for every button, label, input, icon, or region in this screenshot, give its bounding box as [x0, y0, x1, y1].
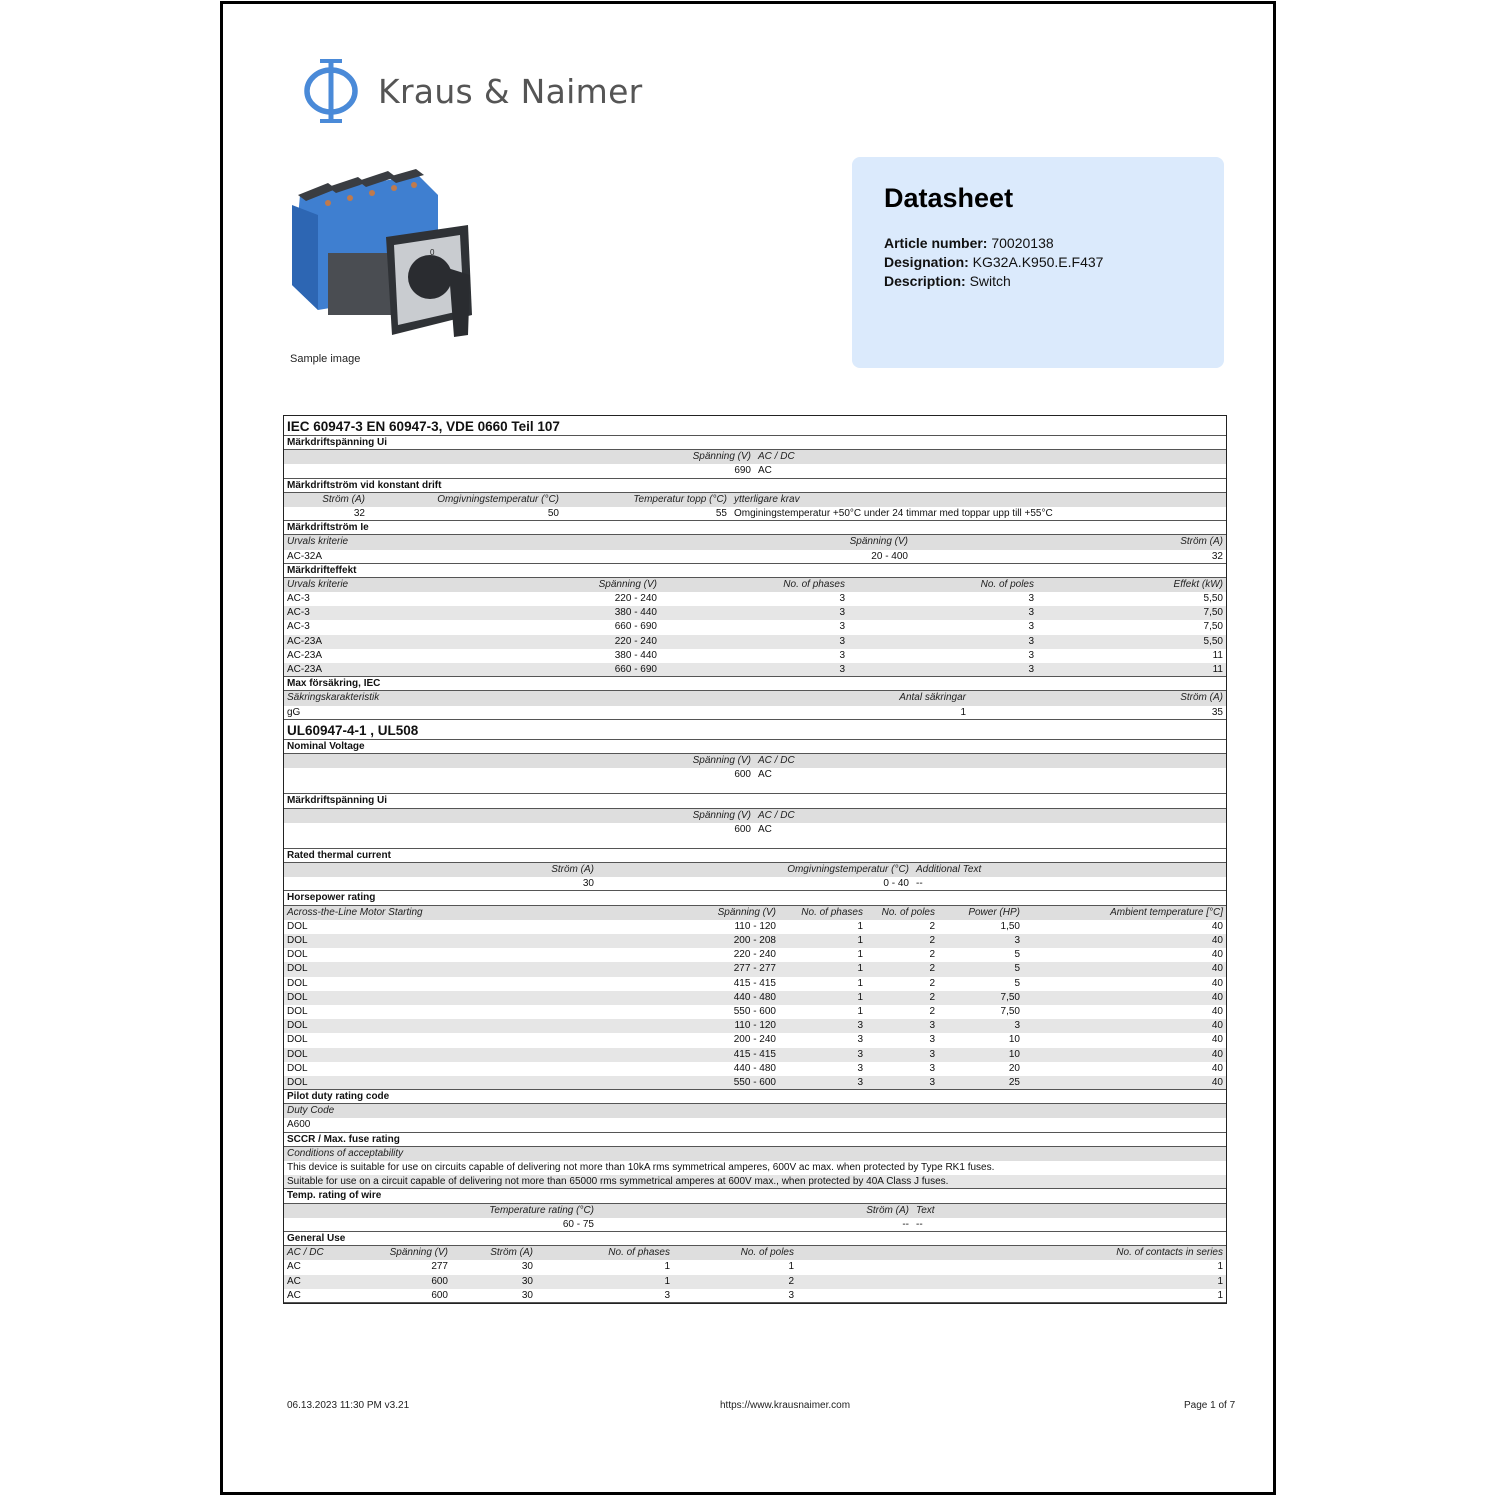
table-row: AC-3 380 - 440 3 3 7,50 — [284, 606, 1226, 620]
article-number: Article number: 70020138 — [884, 235, 1054, 251]
group-title: Märkdriftspänning Ui — [284, 436, 1226, 450]
footer-date: 06.13.2023 11:30 PM v3.21 — [287, 1400, 410, 1411]
svg-text:0: 0 — [430, 248, 435, 257]
table-header: Conditions of acceptability — [284, 1147, 1226, 1161]
group-title: Märkdriftspänning Ui — [284, 794, 1226, 808]
group-title: Max försäkring, IEC — [284, 677, 1226, 691]
table-row: DOL 200 - 208 1 2 3 40 — [284, 934, 1226, 948]
table-header: Spänning (V) AC / DC — [284, 809, 1226, 823]
designation: Designation: KG32A.K950.E.F437 — [884, 254, 1104, 270]
group-title: Märkdrifteffekt — [284, 564, 1226, 578]
table-row: AC-23A 220 - 240 3 3 5,50 — [284, 635, 1226, 649]
table-header: Säkringskarakteristik Antal säkringar Ström (A) — [284, 691, 1226, 705]
table-row: DOL 277 - 277 1 2 5 40 — [284, 962, 1226, 976]
footer-page: Page 1 of 7 — [1184, 1400, 1236, 1411]
table-row: 690 AC — [284, 464, 1226, 478]
group-title: Rated thermal current — [284, 849, 1226, 863]
table-row: A600 — [284, 1118, 1226, 1132]
description: Description: Switch — [884, 273, 1011, 289]
brand-name: Kraus & Naimer — [378, 71, 643, 111]
footer-url[interactable]: https://www.krausnaimer.com — [720, 1400, 851, 1411]
section-title-ul: UL60947-4-1 , UL508 — [284, 720, 1226, 740]
phi-logo-icon — [302, 57, 360, 125]
table-row: DOL 440 - 480 1 2 7,50 40 — [284, 991, 1226, 1005]
table-row: AC 277 30 1 1 1 — [287, 1261, 1223, 1273]
table-header: Temperature rating (°C) Ström (A) Text — [284, 1204, 1226, 1218]
table-row: DOL 440 - 480 3 3 20 40 — [287, 1062, 1223, 1074]
table-header: Ström (A) Omgivningstemperatur (°C) Temperatur topp (°C) ytterligare krav — [284, 493, 1226, 507]
group-title: Märkdriftström Ie — [284, 521, 1226, 535]
group-title: Märkdriftström vid konstant drift — [284, 479, 1226, 493]
table-header: AC / DC Spänning (V) Ström (A) No. of phases No. of poles No. of contacts in series — [284, 1246, 1226, 1260]
table-header: Spänning (V) AC / DC — [284, 450, 1226, 464]
table-row: 32 50 55 Omginingstemperatur +50°C under 24 timmar med toppar upp till +55°C — [284, 507, 1226, 521]
table-row: AC 600 30 1 2 1 — [284, 1275, 1226, 1289]
group-title: Horsepower rating — [284, 891, 1226, 905]
table-row: DOL 415 - 415 1 2 5 40 — [287, 977, 1223, 989]
table-row: DOL 110 - 120 1 2 1,50 40 — [287, 920, 1223, 932]
table-row: AC 600 30 3 3 1 — [284, 1289, 1226, 1303]
table-row: gG 1 35 — [284, 706, 1226, 720]
spec-table — [283, 415, 1227, 1304]
group-title: Temp. rating of wire — [284, 1189, 1226, 1203]
product-image — [288, 165, 478, 345]
table-row: DOL 415 - 415 3 3 10 40 — [284, 1048, 1226, 1062]
table-row: Suitable for use on a circuit capable of delivering not more than 65000 rms symmetrical amperes at 600V max., when protected by 40A Class J fuses. — [284, 1175, 1226, 1189]
brand-logo — [302, 56, 643, 126]
image-caption: Sample image — [290, 353, 361, 365]
table-header: Ström (A) Omgivningstemperatur (°C) Additional Text — [284, 863, 1226, 877]
table-row: 60 - 75 -- -- — [284, 1218, 1226, 1232]
table-row: DOL 200 - 240 3 3 10 40 — [287, 1034, 1223, 1046]
table-row: AC-32A 20 - 400 32 — [284, 550, 1226, 564]
table-row: AC-23A 380 - 440 3 3 11 — [287, 649, 1223, 661]
table-row: 600 AC — [734, 769, 772, 781]
table-header: Across-the-Line Motor Starting Spänning (V) No. of phases No. of poles Power (HP) Ambient temperature [°C] — [284, 906, 1226, 920]
table-row: DOL 550 - 600 1 2 7,50 40 — [287, 1005, 1223, 1017]
table-row: DOL 220 - 240 1 2 5 40 — [287, 949, 1223, 961]
table-row: DOL 550 - 600 3 3 25 40 — [284, 1076, 1226, 1090]
datasheet-title: Datasheet — [884, 183, 1014, 213]
table-header: Urvals kriterie Spänning (V) Ström (A) — [284, 535, 1226, 549]
table-header: Urvals kriterie Spänning (V) No. of phases No. of poles Effekt (kW) — [284, 578, 1226, 592]
table-row: AC-3 660 - 690 3 3 7,50 — [287, 621, 1223, 633]
table-row: AC-3 220 - 240 3 3 5,50 — [287, 593, 1223, 605]
table-row: DOL 110 - 120 3 3 3 40 — [284, 1019, 1226, 1033]
table-row: 600 AC — [734, 823, 772, 835]
table-row: AC-23A 660 - 690 3 3 11 — [284, 663, 1226, 677]
section-title-iec: IEC 60947-3 EN 60947-3, VDE 0660 Teil 107 — [284, 416, 1226, 436]
group-title: General Use — [284, 1232, 1226, 1246]
table-header: Spänning (V) AC / DC — [284, 754, 1226, 768]
group-title: Nominal Voltage — [284, 740, 1226, 754]
group-title: SCCR / Max. fuse rating — [284, 1133, 1226, 1147]
general-use-rows — [284, 1260, 1226, 1303]
datasheet-info-card — [852, 157, 1224, 368]
table-header: Duty Code — [284, 1104, 1226, 1118]
table-row: This device is suitable for use on circuits capable of delivering not more than 10kA rms symmetrical amperes, 600V ac max. when protected by Type RK1 fuses. — [287, 1162, 995, 1173]
group-title: Pilot duty rating code — [284, 1090, 1226, 1104]
table-row: 30 0 - 40 -- — [284, 877, 1226, 891]
horsepower-rows — [284, 920, 1226, 1090]
